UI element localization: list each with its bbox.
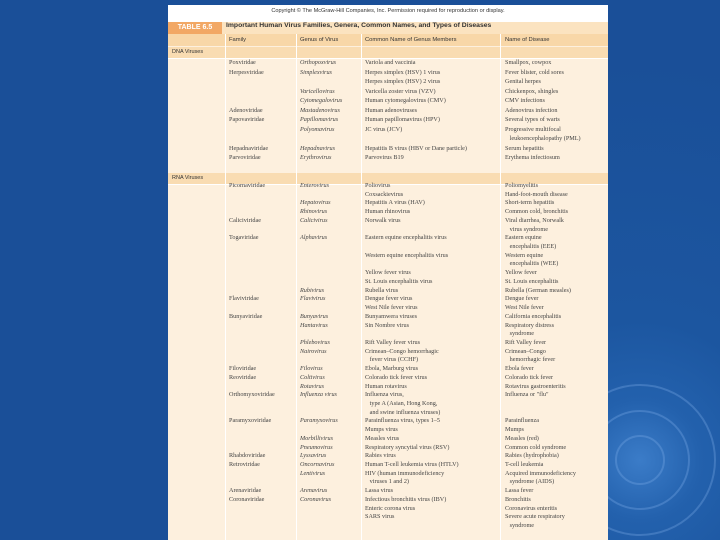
cell-common-name: Rift Valley fever virus	[365, 338, 421, 346]
cell-common-name: Lassa virus	[365, 487, 394, 495]
cell-family: Herpesviridae	[229, 68, 264, 76]
cell-disease: Ebola fever	[505, 365, 534, 373]
cell-genus: Nairovirus	[300, 347, 327, 355]
cell-disease: Fever blister, cold sores	[505, 68, 564, 76]
cell-disease: Adenovirus infection	[505, 106, 558, 114]
cell-genus: Oncornavirus	[300, 461, 335, 469]
cell-genus: Polyomavirus	[300, 125, 335, 133]
column-header-family: Family	[229, 37, 247, 43]
cell-family: Arenaviridae	[229, 487, 262, 495]
cell-common-name: Herpes simplex (HSV) 1 virus	[365, 68, 441, 76]
column-divider	[500, 34, 501, 540]
cell-disease: Western equine	[505, 251, 544, 259]
cell-disease: Coronavirus enteritis	[505, 504, 558, 512]
cell-common-name: Human T-cell leukemia virus (HTLV)	[365, 461, 459, 469]
cell-common-name: Infectious bronchitis virus (IBV)	[365, 495, 447, 503]
cell-genus: Papillomavirus	[300, 116, 339, 123]
cell-disease: encephalitis (EEE)	[505, 243, 557, 251]
cell-common-name: Measles virus	[365, 434, 400, 442]
section-label: DNA Viruses	[172, 49, 204, 55]
cell-family: Bunyaviridae	[229, 312, 263, 320]
cell-common-name: Crimean–Congo hemorrhagic	[365, 347, 439, 355]
cell-genus: Enterovirus	[300, 182, 329, 189]
cell-disease: Smallpox, cowpox	[505, 59, 552, 66]
cell-disease: Parainfluenza	[505, 417, 540, 425]
cell-disease: Colorado tick fever	[505, 373, 554, 381]
cell-genus: Mastadenovirus	[300, 106, 340, 114]
cell-common-name: Hepatitis A virus (HAV)	[365, 199, 425, 207]
cell-common-name: Human papillomavirus (HPV)	[365, 116, 440, 123]
cell-genus: Phlebovirus	[300, 338, 330, 346]
cell-genus: Arenavirus	[300, 487, 328, 495]
cell-disease: CMV infections	[505, 97, 545, 104]
cell-common-name: Coxsackievirus	[365, 190, 404, 198]
cell-genus: Rhinovirus	[300, 208, 328, 216]
cell-common-name: Human cytomegalovirus (CMV)	[365, 97, 446, 104]
cell-common-name: type A (Asian, Hong Kong,	[365, 400, 438, 407]
cell-disease: Progressive multifocal	[505, 125, 561, 133]
cell-common-name: Variola and vaccinia	[365, 59, 416, 66]
cell-genus: Coronavirus	[300, 495, 332, 503]
cell-disease: Chickenpox, shingles	[505, 87, 559, 95]
cell-disease: Rift Valley fever	[505, 338, 547, 346]
cell-family: Flaviviridae	[229, 295, 259, 303]
cell-disease: St. Louis encephalitis	[505, 277, 559, 285]
cell-disease: Severe acute respiratory	[505, 513, 565, 521]
cell-disease: Mumps	[505, 426, 524, 434]
cell-common-name: Eastern equine encephalitis virus	[365, 234, 447, 242]
cell-common-name: Sin Nombre virus	[365, 321, 409, 329]
cell-family: Picornaviridae	[229, 182, 266, 189]
cell-family: Reoviridae	[229, 373, 257, 381]
cell-common-name: HIV (human immunodeficiency	[365, 469, 445, 477]
cell-genus: Hepadnavirus	[300, 144, 336, 152]
cell-genus: Filovirus	[300, 365, 323, 373]
cell-common-name: Mumps virus	[365, 426, 398, 434]
cell-disease: Eastern equine	[505, 234, 542, 242]
cell-genus: Lyssavirus	[300, 452, 327, 460]
cell-family: Adenoviridae	[229, 106, 263, 114]
cell-disease: Viral diarrhea, Norwalk	[505, 216, 564, 224]
table-body	[168, 34, 608, 540]
decorative-swirl	[615, 435, 665, 485]
column-header-common-name: Common Name of Genus Members	[365, 37, 457, 43]
cell-disease: Measles (red)	[505, 434, 539, 442]
cell-family: Orthomyxoviridae	[229, 391, 275, 399]
cell-disease: Short-term hepatitis	[505, 199, 555, 207]
cell-common-name: Yellow fever virus	[365, 269, 411, 277]
cell-common-name: Rubella virus	[365, 286, 399, 294]
cell-common-name: Bunyamwera viruses	[365, 312, 418, 320]
cell-family: Papovaviridae	[229, 116, 265, 123]
table-title: Important Human Virus Families, Genera, Common Names, and Types of Diseases	[226, 22, 492, 29]
cell-genus: Morbillivirus	[300, 434, 334, 442]
cell-disease: Several types of warts	[505, 116, 560, 123]
cell-common-name: Varicella zoster virus (VZV)	[365, 87, 436, 95]
cell-common-name: Herpes simplex (HSV) 2 virus	[365, 78, 441, 85]
cell-family: Paramyxoviridae	[229, 417, 272, 425]
cell-disease: Serum hepatitis	[505, 144, 544, 152]
cell-common-name: Human rhinovirus	[365, 208, 411, 216]
cell-genus: Paramyxovirus	[300, 417, 338, 425]
cell-common-name: Ebola, Marburg virus	[365, 365, 418, 373]
cell-family: Retroviridae	[229, 461, 260, 469]
cell-common-name: fever virus (CCHF)	[365, 356, 419, 364]
cell-genus: Influenza virus	[300, 391, 337, 399]
column-header-genus: Genus of Virus	[300, 37, 339, 43]
cell-common-name: West Nile fever virus	[365, 304, 418, 312]
cell-common-name: Influenza virus,	[365, 391, 404, 399]
cell-disease: Lassa fever	[505, 487, 534, 495]
cell-disease: leukoencephalopathy (PML)	[505, 135, 581, 142]
cell-common-name: JC virus (JCV)	[365, 125, 403, 133]
cell-common-name: Dengue fever virus	[365, 295, 413, 303]
cell-genus: Lentivirus	[300, 469, 326, 477]
cell-family: Rhabdoviridae	[229, 452, 266, 460]
cell-genus: Bunyavirus	[300, 312, 329, 320]
copyright-notice: Copyright © The McGraw-Hill Companies, Inc. Permission required for reproduction or display.	[271, 8, 505, 14]
column-header-row	[168, 34, 608, 46]
cell-disease: Erythema infectiosum	[505, 154, 560, 161]
cell-family: Coronaviridae	[229, 495, 265, 503]
section-label: RNA Viruses	[172, 175, 204, 181]
cell-genus: Rotavirus	[300, 382, 325, 390]
cell-disease: Rubella (German measles)	[505, 286, 571, 294]
cell-disease: Bronchitis	[505, 495, 531, 503]
cell-family: Filoviridae	[229, 365, 257, 373]
column-divider	[361, 34, 362, 540]
cell-common-name: Parainfluenza virus, types 1–5	[365, 417, 440, 425]
cell-disease: T-cell leukemia	[505, 461, 544, 469]
cell-family: Poxviridae	[229, 59, 256, 66]
cell-disease: Acquired immunodeficiency	[505, 469, 576, 477]
cell-common-name: Hepatitis B virus (HBV or Dane particle)	[365, 144, 467, 152]
cell-disease: West Nile fever	[505, 304, 544, 312]
cell-disease: Yellow fever	[505, 269, 537, 277]
cell-common-name: viruses 1 and 2)	[365, 478, 409, 486]
cell-common-name: Norwalk virus	[365, 216, 401, 224]
cell-genus: Calicivirus	[300, 216, 328, 224]
cell-disease: Common cold, bronchitis	[505, 208, 569, 216]
cell-common-name: Rabies virus	[365, 452, 396, 460]
cell-disease: Dengue fever	[505, 295, 539, 303]
column-header-disease: Name of Disease	[505, 37, 550, 43]
cell-common-name: and swine influenza viruses)	[365, 408, 441, 416]
cell-disease: Hand-foot-mouth disease	[505, 190, 568, 198]
cell-genus: Alphavirus	[300, 234, 328, 242]
cell-disease: Genital herpes	[505, 78, 541, 85]
cell-genus: Varicellovirus	[300, 87, 335, 95]
column-divider	[296, 34, 297, 540]
cell-common-name: Parvovirus B19	[365, 154, 404, 161]
cell-disease: virus syndrome	[505, 225, 548, 233]
cell-genus: Cytomegalovirus	[300, 97, 343, 104]
cell-disease: syndrome (AIDS)	[505, 478, 555, 486]
cell-common-name: Poliovirus	[365, 182, 391, 189]
cell-family: Caliciviridae	[229, 216, 261, 224]
column-divider	[225, 34, 226, 540]
cell-disease: syndrome	[505, 522, 535, 530]
cell-disease: California encephalitis	[505, 312, 562, 320]
cell-common-name: SARS virus	[365, 513, 395, 521]
cell-disease: Rotavirus gastroenteritis	[505, 382, 566, 390]
cell-genus: Hepatovirus	[300, 199, 331, 207]
cell-family: Parvoviridae	[229, 154, 261, 161]
cell-common-name: Colorado tick fever virus	[365, 373, 428, 381]
section-header-dna-viruses	[168, 47, 608, 58]
cell-family: Hepadnaviridae	[229, 144, 269, 152]
cell-disease: Rabies (hydrophobia)	[505, 452, 559, 460]
table-number: TABLE 6.5	[168, 22, 222, 34]
cell-disease: syndrome	[505, 330, 535, 338]
cell-common-name: St. Louis encephalitis virus	[365, 277, 433, 285]
cell-genus: Orthopoxvirus	[300, 59, 337, 66]
cell-common-name: Human adenoviruses	[365, 106, 418, 114]
table-title-bar	[168, 22, 608, 34]
cell-disease: Crimean–Congo	[505, 347, 546, 355]
cell-genus: Pneumovirus	[300, 443, 333, 451]
cell-disease: Respiratory distress	[505, 321, 554, 329]
cell-common-name: Human rotavirus	[365, 382, 407, 390]
cell-disease: Poliomyelitis	[505, 182, 539, 189]
cell-disease: Common cold syndrome	[505, 443, 567, 451]
cell-disease: Influenza or "flu"	[505, 391, 549, 399]
cell-common-name: Respiratory syncytial virus (RSV)	[365, 443, 450, 451]
cell-disease: encephalitis (WEE)	[505, 260, 559, 268]
table-image	[168, 5, 608, 540]
cell-disease: hemorrhagic fever	[505, 356, 556, 364]
cell-genus: Erythrovirus	[300, 154, 332, 161]
cell-genus: Flavivirus	[300, 295, 326, 303]
cell-genus: Rubivirus	[300, 286, 325, 294]
cell-common-name: Western equine encephalitis virus	[365, 251, 449, 259]
cell-genus: Simplexvirus	[300, 68, 332, 76]
cell-common-name: Enteric corona virus	[365, 504, 416, 512]
cell-genus: Hantavirus	[300, 321, 328, 329]
cell-family: Togaviridae	[229, 234, 259, 242]
cell-genus: Coltivirus	[300, 373, 325, 381]
